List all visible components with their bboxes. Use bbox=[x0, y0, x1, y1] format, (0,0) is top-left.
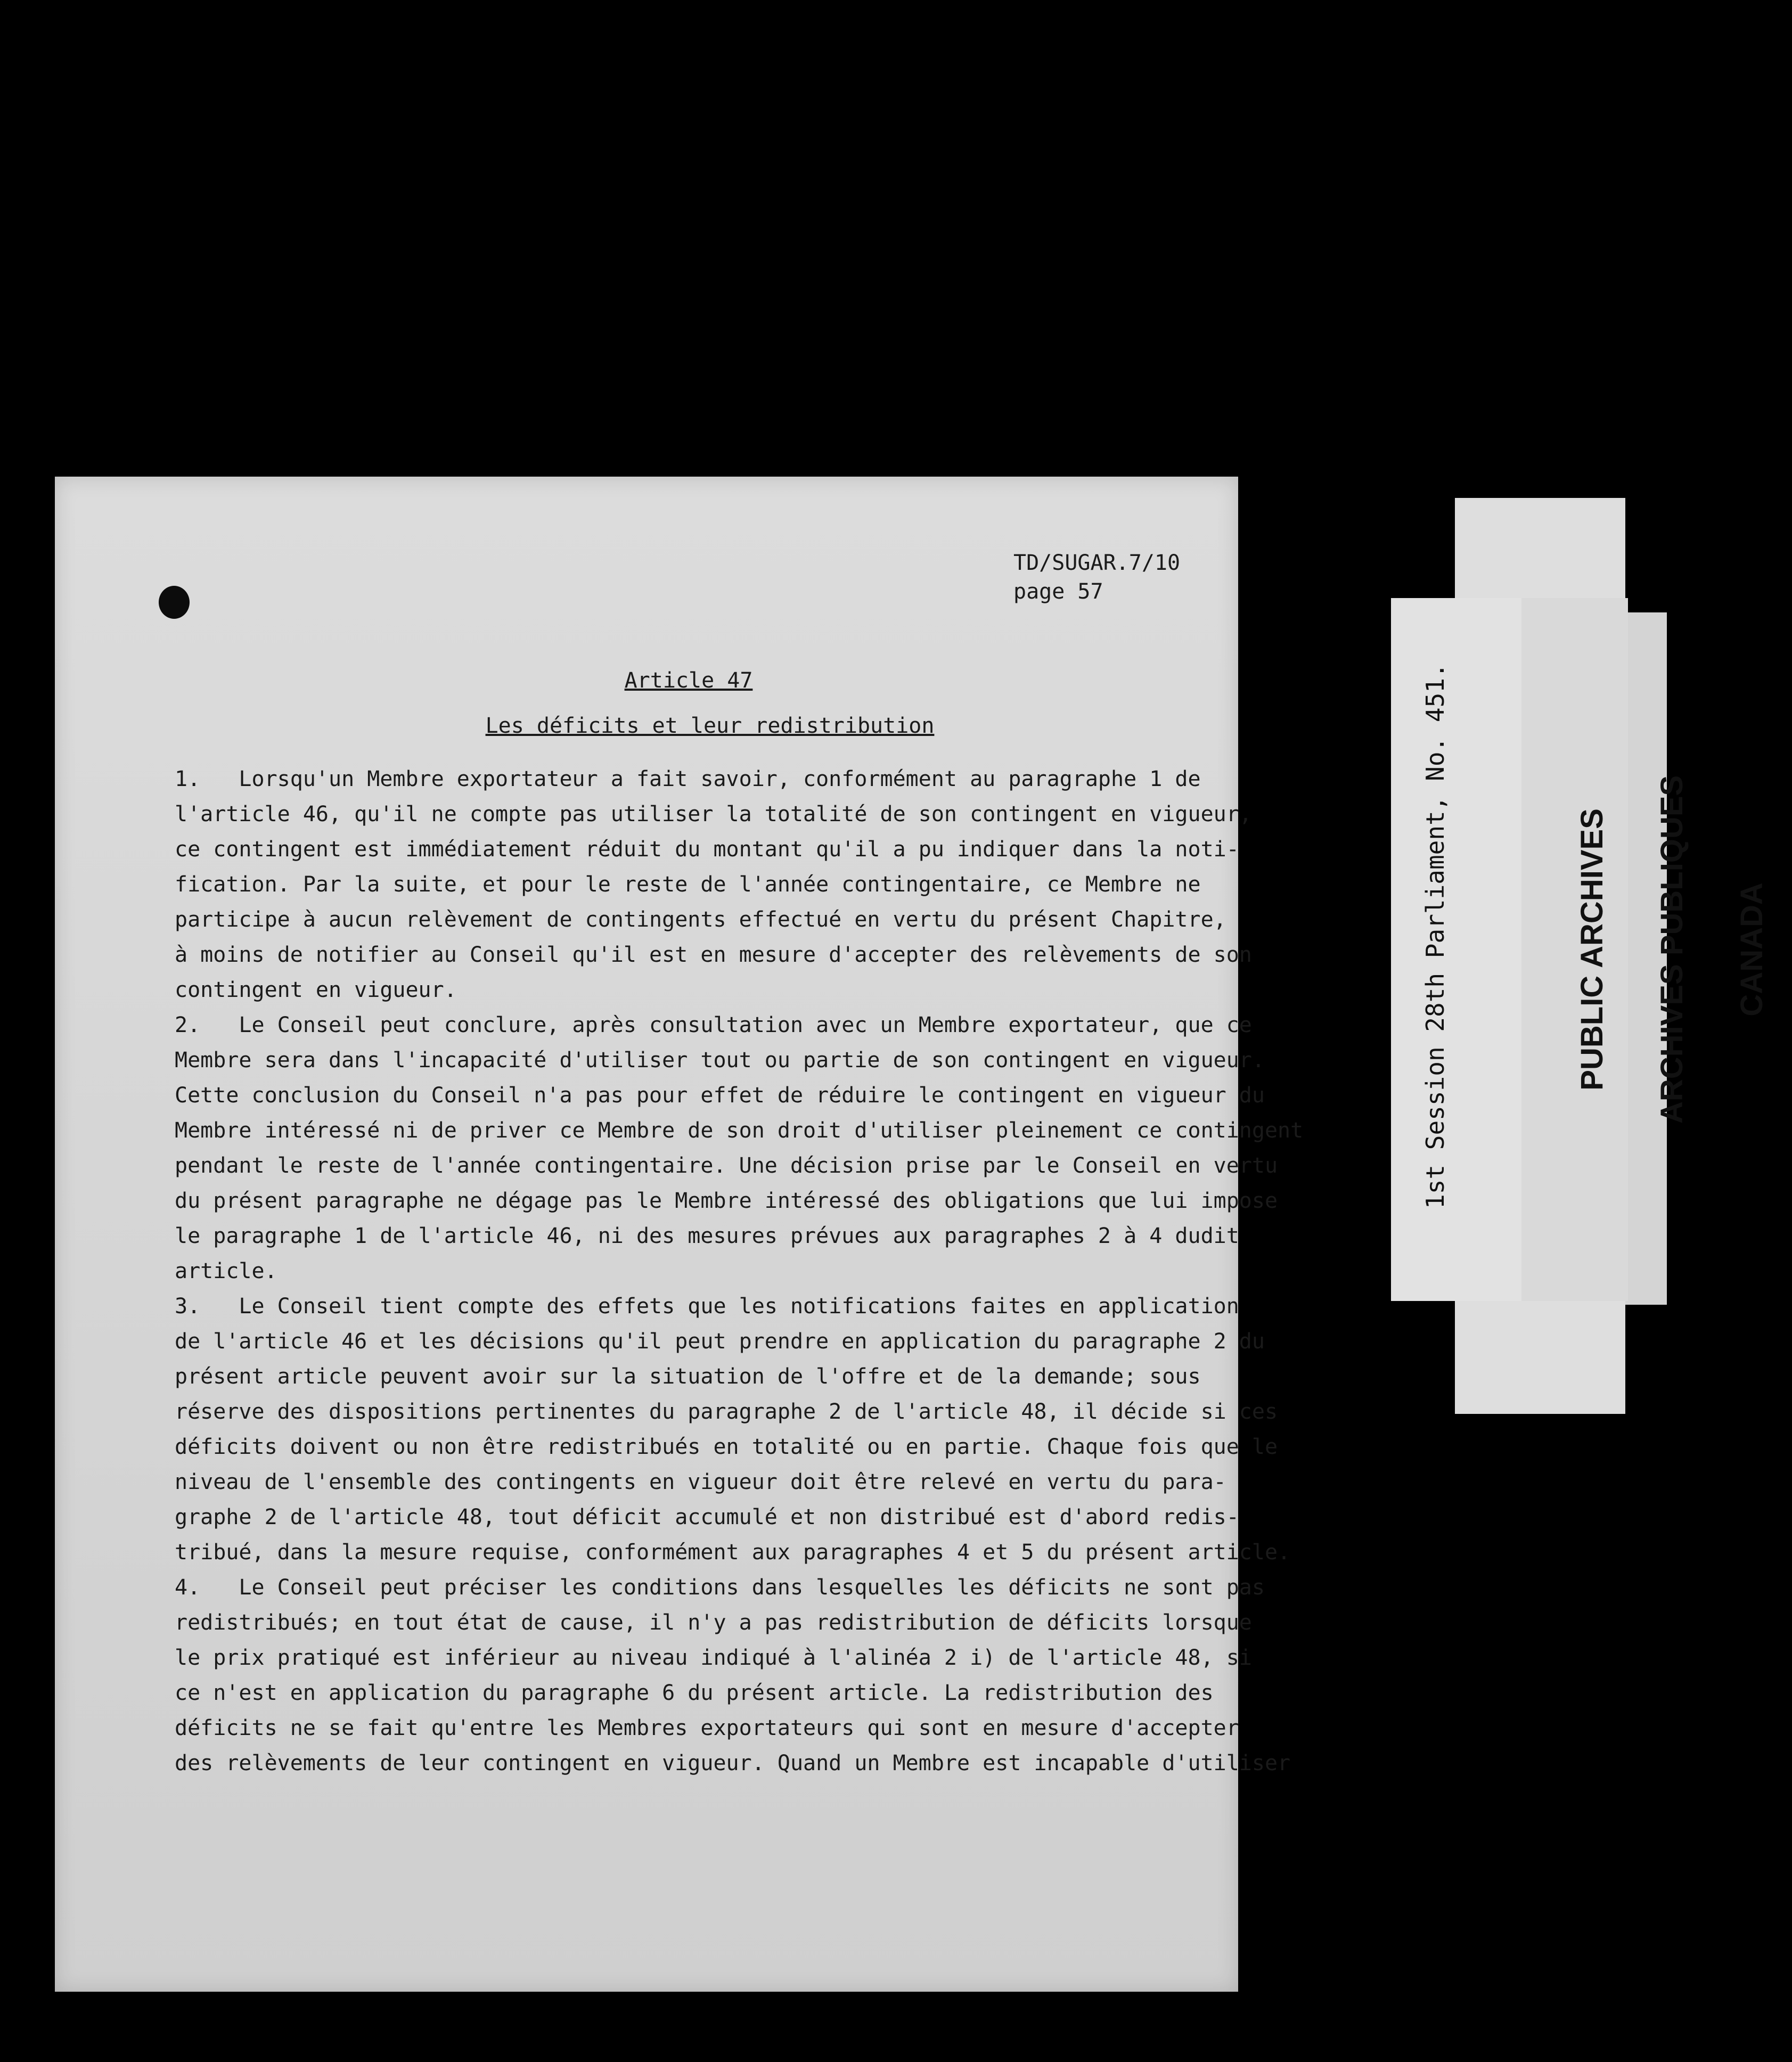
body-line: article. bbox=[175, 1259, 277, 1283]
body-line: déficits ne se fait qu'entre les Membres exportateurs qui sont en mesure d'accepter bbox=[175, 1716, 1239, 1740]
body-line: Cette conclusion du Conseil n'a pas pour effet de réduire le contingent en vigueur du bbox=[175, 1083, 1265, 1108]
document-reference bbox=[1013, 549, 1180, 606]
body-line: niveau de l'ensemble des contingents en vigueur doit être relevé en vertu du para- bbox=[175, 1470, 1226, 1494]
stamp-line: PUBLIC ARCHIVES bbox=[1575, 808, 1609, 1091]
body-line: du présent paragraphe ne dégage pas le Membre intéressé des obligations que lui impose bbox=[175, 1189, 1278, 1213]
body-line: le prix pratiqué est inférieur au niveau indiqué à l'alinéa 2 i) de l'article 48, si bbox=[175, 1646, 1252, 1670]
session-label: 1st Session 28th Parliament, No. 451. bbox=[1421, 663, 1450, 1209]
body-line: Membre sera dans l'incapacité d'utiliser tout ou partie de son contingent en vigueur. bbox=[175, 1048, 1265, 1073]
body-line: déficits doivent ou non être redistribués en totalité ou en partie. Chaque fois que le bbox=[175, 1435, 1278, 1459]
body-line: fication. Par la suite, et pour le reste de l'année contingentaire, ce Membre ne bbox=[175, 872, 1201, 897]
body-line: le paragraphe 1 de l'article 46, ni des mesures prévues aux paragraphes 2 à 4 dudit bbox=[175, 1224, 1239, 1248]
stamp-line: CANADA bbox=[1734, 882, 1769, 1017]
body-line: l'article 46, qu'il ne compte pas utiliser la totalité de son contingent en vigueur, bbox=[175, 802, 1252, 827]
body-line: 2. Le Conseil peut conclure, après consultation avec un Membre exportateur, que ce bbox=[175, 1013, 1252, 1037]
body-line: présent article peuvent avoir sur la situation de l'offre et de la demande; sous bbox=[175, 1364, 1201, 1389]
body-line: pendant le reste de l'année contingentaire. Une décision prise par le Conseil en vertu bbox=[175, 1153, 1278, 1178]
body-line: ce n'est en application du paragraphe 6 du présent article. La redistribution des bbox=[175, 1681, 1214, 1705]
article-body bbox=[175, 762, 1304, 1781]
archive-card-front bbox=[1391, 598, 1521, 1301]
punch-hole bbox=[159, 586, 190, 619]
body-line: tribué, dans la mesure requise, conformément aux paragraphes 4 et 5 du présent article. bbox=[175, 1540, 1291, 1565]
page-number: page 57 bbox=[1013, 579, 1103, 604]
body-line: 3. Le Conseil tient compte des effets que les notifications faites en application bbox=[175, 1294, 1239, 1319]
article-title: Article 47 bbox=[624, 668, 753, 693]
body-line: de l'article 46 et les décisions qu'il peut prendre en application du paragraphe 2 du bbox=[175, 1329, 1265, 1354]
body-line: participe à aucun relèvement de contingents effectué en vertu du présent Chapitre, bbox=[175, 907, 1226, 932]
body-line: redistribués; en tout état de cause, il n'y a pas redistribution de déficits lorsque bbox=[175, 1610, 1252, 1635]
body-line: réserve des dispositions pertinentes du paragraphe 2 de l'article 48, il décide si ces bbox=[175, 1400, 1278, 1424]
reference-code: TD/SUGAR.7/10 bbox=[1013, 551, 1181, 575]
body-line: 1. Lorsqu'un Membre exportateur a fait savoir, conformément au paragraphe 1 de bbox=[175, 767, 1201, 791]
body-line: à moins de notifier au Conseil qu'il est en mesure d'accepter des relèvements de son bbox=[175, 943, 1252, 967]
document-page bbox=[55, 477, 1304, 1992]
article-subtitle: Les déficits et leur redistribution bbox=[485, 714, 935, 738]
stamp-line: ARCHIVES PUBLIQUES bbox=[1655, 775, 1689, 1124]
body-line: des relèvements de leur contingent en vigueur. Quand un Membre est incapable d'utiliser bbox=[175, 1751, 1291, 1775]
body-line: Membre intéressé ni de priver ce Membre de son droit d'utiliser pleinement ce contingent bbox=[175, 1118, 1304, 1143]
body-line: 4. Le Conseil peut préciser les conditions dans lesquelles les déficits ne sont pas bbox=[175, 1575, 1265, 1600]
body-line: ce contingent est immédiatement réduit du montant qu'il a pu indiquer dans la noti- bbox=[175, 837, 1239, 862]
body-line: contingent en vigueur. bbox=[175, 978, 457, 1002]
archive-stamp bbox=[1526, 775, 1792, 1124]
body-line: graphe 2 de l'article 48, tout déficit accumulé et non distribué est d'abord redis- bbox=[175, 1505, 1239, 1529]
